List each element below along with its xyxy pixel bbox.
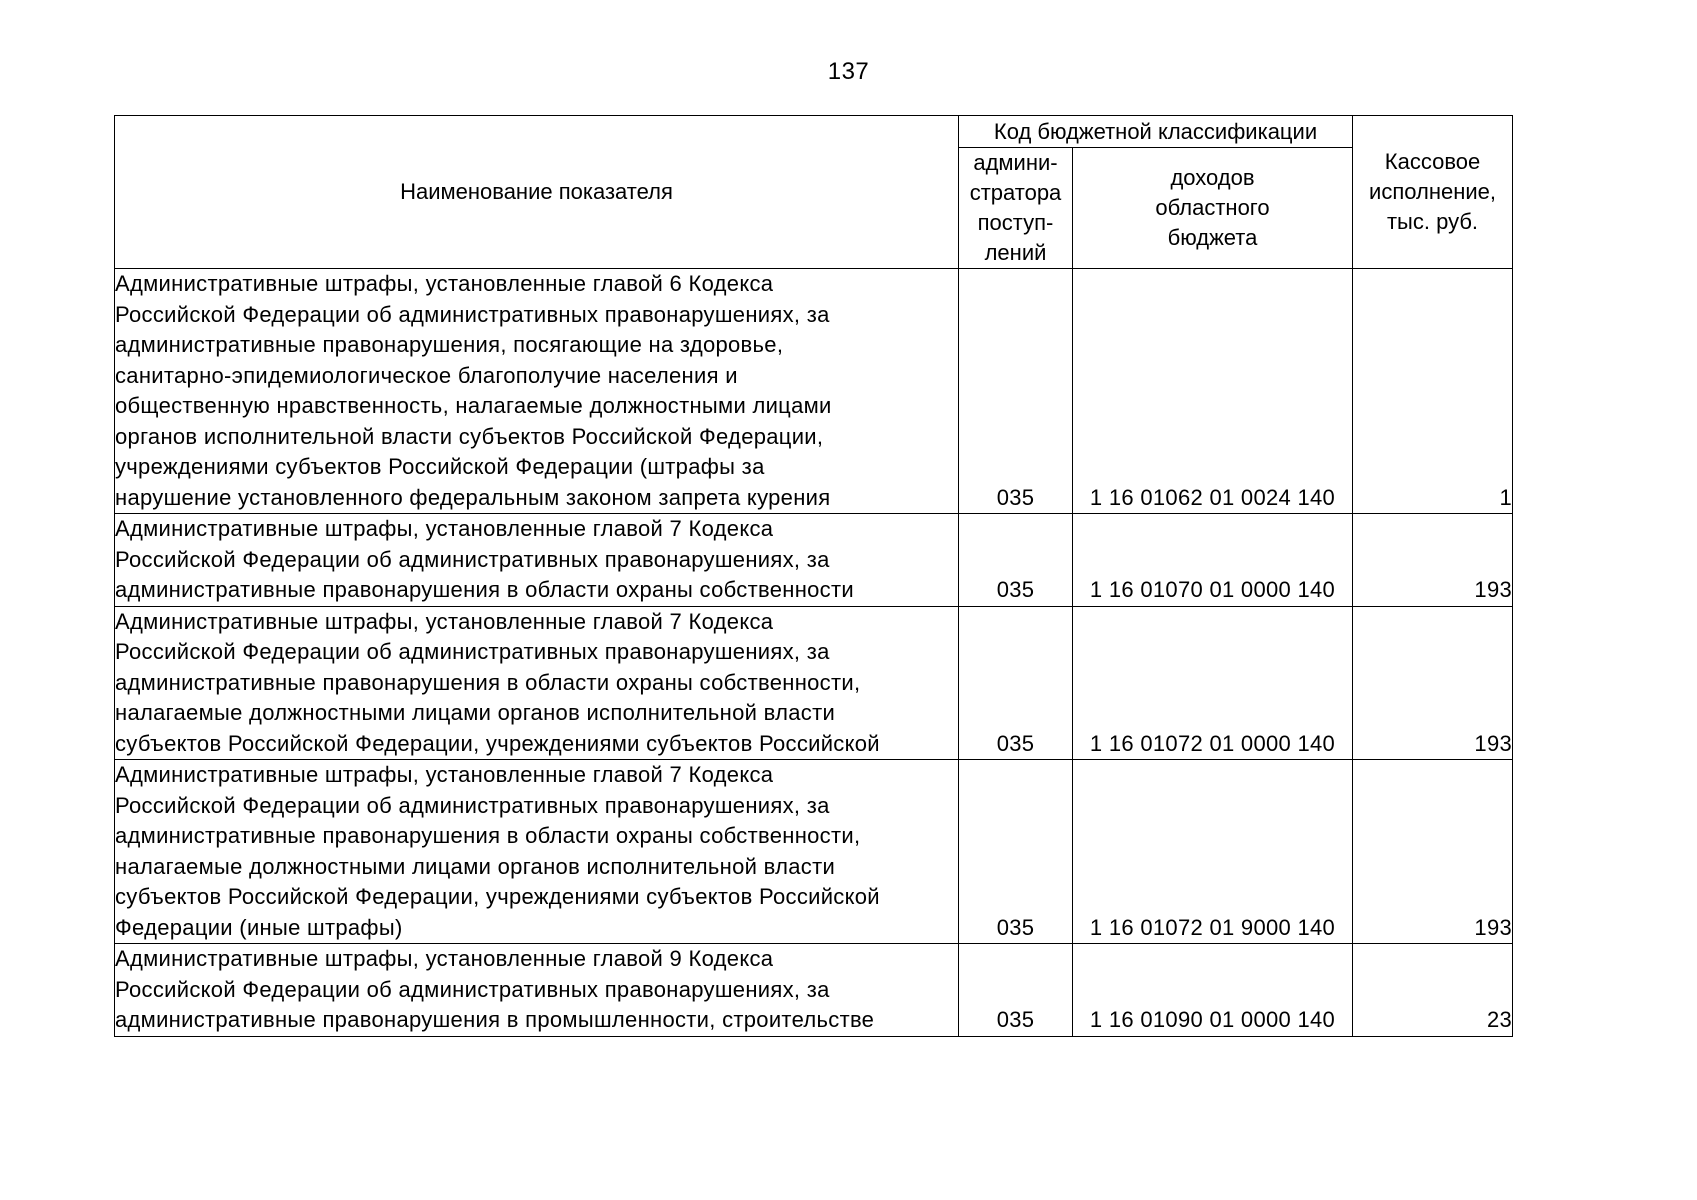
row-name-cell: Административные штрафы, установленные главой 7 Кодекса Российской Федерации об административных правонарушениях, за административные правонарушения в области охраны собственности, налагаемые должностными лицами органов исполнительной власти субъектов Российской Федерации, учреждениями субъектов Российской Федерации (иные штрафы): [115, 760, 959, 944]
page-number: 137: [827, 58, 870, 85]
table-row: [115, 760, 1513, 944]
row-amount-cell: 193: [1353, 760, 1513, 944]
row-amount-cell: 193: [1353, 514, 1513, 607]
header-name: Наименование показателя: [115, 116, 959, 269]
budget-table: [114, 115, 1513, 1037]
table-row: [115, 269, 1513, 514]
table-body: [115, 269, 1513, 1037]
row-admin-code-cell: 035: [959, 606, 1073, 760]
header-code-group: Код бюджетной классификации: [959, 116, 1353, 148]
row-income-code-cell: 1 16 01062 01 0024 140: [1073, 269, 1353, 514]
row-income-code-cell: 1 16 01090 01 0000 140: [1073, 944, 1353, 1037]
table-row: [115, 606, 1513, 760]
row-name-cell: Административные штрафы, установленные главой 7 Кодекса Российской Федерации об административных правонарушениях, за административные правонарушения в области охраны собственности: [115, 514, 959, 607]
header-admin: админи- стратора поступ- лений: [959, 148, 1073, 269]
row-admin-code-cell: 035: [959, 514, 1073, 607]
row-income-code-cell: 1 16 01070 01 0000 140: [1073, 514, 1353, 607]
table-row: [115, 944, 1513, 1037]
table-row: [115, 514, 1513, 607]
row-name-cell: Административные штрафы, установленные главой 7 Кодекса Российской Федерации об административных правонарушениях, за административные правонарушения в области охраны собственности, налагаемые должностными лицами органов исполнительной власти субъектов Российской Федерации, учреждениями субъектов Российской: [115, 606, 959, 760]
row-amount-cell: 1: [1353, 269, 1513, 514]
row-name-cell: Административные штрафы, установленные главой 9 Кодекса Российской Федерации об административных правонарушениях, за административные правонарушения в промышленности, строительстве: [115, 944, 959, 1037]
row-admin-code-cell: 035: [959, 944, 1073, 1037]
row-admin-code-cell: 035: [959, 760, 1073, 944]
header-amount: Кассовое исполнение, тыс. руб.: [1353, 116, 1513, 269]
row-income-code-cell: 1 16 01072 01 9000 140: [1073, 760, 1353, 944]
table-header: [115, 116, 1513, 269]
header-income: доходов областного бюджета: [1073, 148, 1353, 269]
row-income-code-cell: 1 16 01072 01 0000 140: [1073, 606, 1353, 760]
row-name-cell: Административные штрафы, установленные главой 6 Кодекса Российской Федерации об административных правонарушениях, за административные правонарушения, посягающие на здоровье, санитарно-эпидемиологическое благополучие населения и общественную нравственность, налагаемые должностными лицами органов исполнительной власти субъектов Российской Федерации, учреждениями субъектов Российской Федерации (штрафы за нарушение установленного федеральным законом запрета курения: [115, 269, 959, 514]
row-admin-code-cell: 035: [959, 269, 1073, 514]
row-amount-cell: 23: [1353, 944, 1513, 1037]
row-amount-cell: 193: [1353, 606, 1513, 760]
